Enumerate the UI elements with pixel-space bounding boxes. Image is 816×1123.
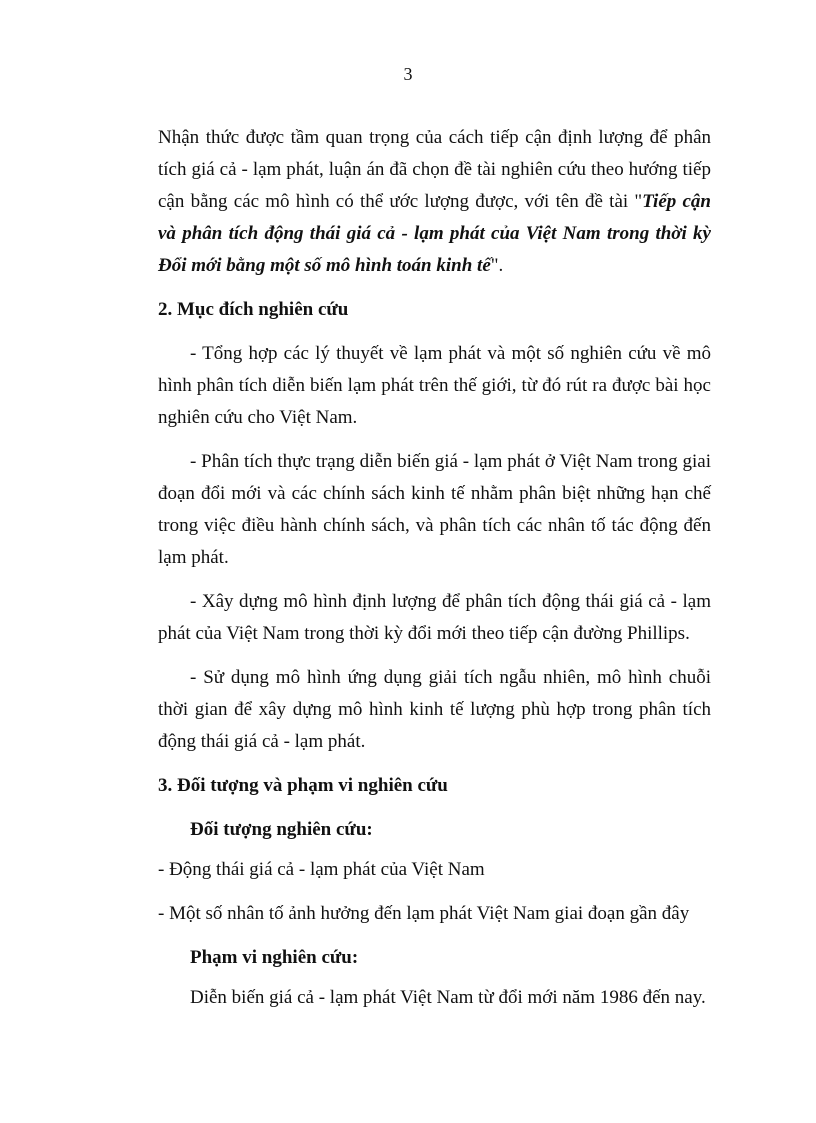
research-scope-text: Diễn biến giá cả - lạm phát Việt Nam từ đổi mới năm 1986 đến nay. [190, 987, 706, 1008]
purpose-item: - Sử dụng mô hình ứng dụng giải tích ngẫu nhiên, mô hình chuỗi thời gian để xây dựng mô hình kinh tế lượng phù hợp trong phân tích động thái giá cả - lạm phát. [158, 667, 711, 752]
intro-text-after: ". [490, 255, 504, 276]
research-subject-item: - Động thái giá cả - lạm phát của Việt Nam [158, 859, 485, 880]
research-scope-heading: Phạm vi nghiên cứu: [190, 947, 359, 968]
section-3-heading: 3. Đối tượng và phạm vi nghiên cứu [158, 775, 448, 796]
thesis-title: Tiếp cận và phân tích động thái giá cả - lạm phát của Việt Nam trong thời kỳ Đổi mới bằng một số mô hình toán kinh tế [158, 191, 711, 276]
page-number: 3 [403, 64, 413, 84]
purpose-item: - Xây dựng mô hình định lượng để phân tích động thái giá cả - lạm phát của Việt Nam trong thời kỳ đổi mới theo tiếp cận đường Phillips. [158, 591, 711, 644]
section-2-heading: 2. Mục đích nghiên cứu [158, 299, 349, 320]
research-subject-heading: Đối tượng nghiên cứu: [190, 819, 373, 840]
purpose-item: - Phân tích thực trạng diễn biến giá - lạm phát ở Việt Nam trong giai đoạn đổi mới và các chính sách kinh tế nhằm phân biệt những hạn chế trong việc điều hành chính sách, và phân tích các nhân tố tác động đến lạm phát. [158, 451, 711, 568]
intro-text-before: Nhận thức được tầm quan trọng của cách tiếp cận định lượng để phân tích giá cả - lạm phát, luận án đã chọn đề tài nghiên cứu theo hướng tiếp cận bằng các mô hình có thể ước lượng được, với tên đề tài " [158, 127, 711, 212]
page-content [158, 122, 711, 1026]
intro-paragraph [158, 122, 711, 282]
purpose-item: - Tổng hợp các lý thuyết về lạm phát và một số nghiên cứu về mô hình phân tích diễn biến lạm phát trên thế giới, từ đó rút ra được bài học nghiên cứu cho Việt Nam. [158, 343, 711, 428]
research-subject-item: - Một số nhân tố ảnh hưởng đến lạm phát Việt Nam giai đoạn gần đây [158, 903, 690, 924]
